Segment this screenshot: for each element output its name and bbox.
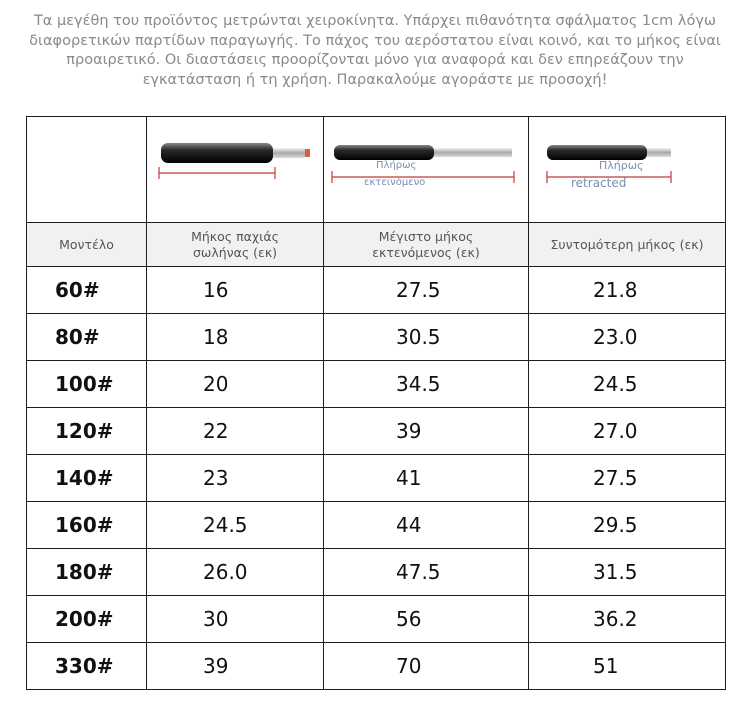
short-cell: 36.2: [529, 596, 726, 643]
short-cell: 27.5: [529, 455, 726, 502]
max-cell: 34.5: [324, 361, 529, 408]
extended-label-line2: εκτεινόμενο: [364, 177, 426, 188]
header-model: [27, 223, 147, 267]
image-cell-extended: [324, 117, 529, 223]
model-cell: 60#: [27, 267, 147, 314]
max-cell: 30.5: [324, 314, 529, 361]
image-cell-retracted: [529, 117, 726, 223]
table-row: [27, 408, 726, 455]
header-short: [529, 223, 726, 267]
header-short-label: Συντομότερη μήκος (εκ): [550, 236, 704, 252]
header-max-line1: Μέγιστο μήκος: [378, 228, 474, 244]
tube-cell: 20: [147, 361, 324, 408]
max-cell: 70: [324, 643, 529, 690]
table-row: [27, 643, 726, 690]
retracted-label-line1: Πλήρως: [599, 159, 644, 172]
short-cell: 29.5: [529, 502, 726, 549]
short-cell: 23.0: [529, 314, 726, 361]
gas-cylinder-extended-diagram: [324, 117, 528, 222]
intro-line: προαιρετικό. Οι διαστάσεις προορίζονται μόνο για αναφορά και δεν επηρεάζουν την: [66, 52, 684, 68]
max-cell: 56: [324, 596, 529, 643]
tube-cell: 18: [147, 314, 324, 361]
retracted-label-line2: retracted: [571, 176, 627, 190]
table-row: [27, 455, 726, 502]
max-cell: 41: [324, 455, 529, 502]
tube-cell: 22: [147, 408, 324, 455]
tube-cell: 39: [147, 643, 324, 690]
table-row: [27, 267, 726, 314]
model-cell: 120#: [27, 408, 147, 455]
model-cell: 140#: [27, 455, 147, 502]
max-cell: 27.5: [324, 267, 529, 314]
image-row: [27, 117, 726, 223]
short-cell: 21.8: [529, 267, 726, 314]
table-row: [27, 314, 726, 361]
intro-line: Τα μεγέθη του προϊόντος μετρώνται χειροκίνητα. Υπάρχει πιθανότητα σφάλματος 1cm λόγω: [33, 13, 717, 29]
short-cell: 27.0: [529, 408, 726, 455]
header-tube: [147, 223, 324, 267]
short-cell: 51: [529, 643, 726, 690]
header-max-line2: εκτενόμενος (εκ): [372, 244, 480, 260]
extended-label-line1: Πλήρως: [376, 160, 417, 171]
header-model-label: Μοντέλο: [59, 236, 114, 252]
model-cell: 100#: [27, 361, 147, 408]
image-cell-empty: [27, 117, 147, 223]
header-max: [324, 223, 529, 267]
header-tube-line2: σωλήνας (εκ): [192, 244, 278, 260]
intro-line: εγκατάσταση ή τη χρήση. Παρακαλούμε αγοράστε με προσοχή!: [142, 71, 608, 88]
tube-cell: 26.0: [147, 549, 324, 596]
tube-cell: 24.5: [147, 502, 324, 549]
intro-line: διαφορετικών παρτίδων παραγωγής. Το πάχος του αερόστατου είναι κοινό, και το μήκος είναι: [29, 32, 721, 49]
table-row: [27, 361, 726, 408]
model-cell: 180#: [27, 549, 147, 596]
max-cell: 39: [324, 408, 529, 455]
model-cell: 330#: [27, 643, 147, 690]
intro-note: [0, 12, 750, 90]
gas-cylinder-retracted-diagram: [529, 117, 725, 222]
header-tube-line1: Μήκος παχιάς: [191, 228, 279, 244]
table-row: [27, 549, 726, 596]
tube-cell: 23: [147, 455, 324, 502]
max-cell: 47.5: [324, 549, 529, 596]
model-cell: 160#: [27, 502, 147, 549]
tube-cell: 16: [147, 267, 324, 314]
gas-cylinder-tube-diagram: [147, 117, 323, 222]
table-row: [27, 502, 726, 549]
size-table: [26, 116, 726, 690]
short-cell: 31.5: [529, 549, 726, 596]
table-row: [27, 596, 726, 643]
short-cell: 24.5: [529, 361, 726, 408]
model-cell: 80#: [27, 314, 147, 361]
max-cell: 44: [324, 502, 529, 549]
header-row: [27, 223, 726, 267]
image-cell-tube: [147, 117, 324, 223]
tube-cell: 30: [147, 596, 324, 643]
model-cell: 200#: [27, 596, 147, 643]
